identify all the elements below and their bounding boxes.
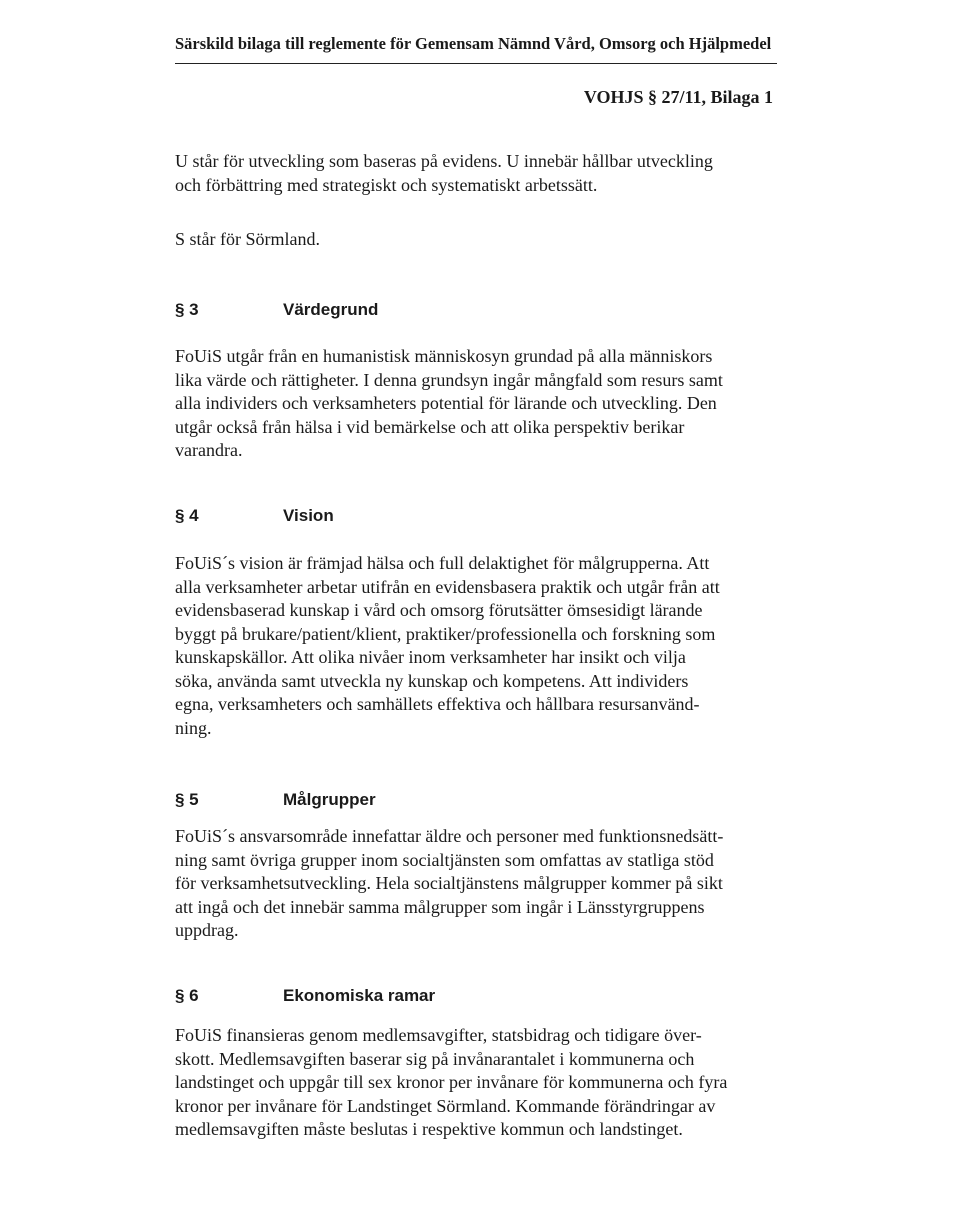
section-heading-ekonomiska-ramar: [175, 986, 435, 1006]
section-heading-malgrupper: [175, 790, 376, 810]
text-line: och förbättring med strategiskt och systematiskt arbetssätt.: [175, 174, 598, 195]
text-line: FoUiS´s ansvarsområde innefattar äldre och personer med funktionsnedsätt-: [175, 826, 724, 846]
text-line: söka, använda samt utveckla ny kunskap och kompetens. Att individers: [175, 670, 689, 691]
text-line: för verksamhetsutveckling. Hela socialtjänstens målgrupper kommer på sikt: [175, 873, 723, 893]
text-line: ning.: [175, 717, 212, 738]
text-line: utgår också från hälsa i vid bemärkelse och att olika perspektiv berikar: [175, 416, 685, 437]
section-number: § 6: [175, 986, 199, 1005]
section-body-ekonomiska-ramar: [175, 1024, 787, 1142]
intro-s-paragraph: [175, 228, 787, 252]
text-line: alla verksamheter arbetar utifrån en evidensbasera praktik och utgår från att: [175, 576, 720, 597]
text-line: varandra.: [175, 440, 243, 460]
text-line: egna, verksamheters och samhällets effektiva och hållbara resursanvänd-: [175, 694, 700, 714]
section-heading-vision: [175, 506, 334, 526]
section-number: § 5: [175, 790, 199, 809]
document-reference: VOHJS § 27/11, Bilaga 1: [583, 87, 773, 107]
text-line: alla individers och verksamheters potential för lärande och utveckling. Den: [175, 393, 717, 413]
text-line: FoUiS utgår från en humanistisk människosyn grundad på alla människors: [175, 346, 713, 366]
text-line: evidensbaserad kunskap i vård och omsorg förutsätter ömsesidigt lärande: [175, 600, 703, 620]
text-line: att ingå och det innebär samma målgrupper som ingår i Länsstyrgruppens: [175, 896, 705, 917]
section-body-vardegrund: [175, 345, 787, 463]
section-body-malgrupper: [175, 825, 787, 943]
text-line: kronor per invånare för Landstinget Sörmland. Kommande förändringar av: [175, 1095, 716, 1116]
text-line: landstinget och uppgår till sex kronor per invånare för kommunerna och fyra: [175, 1072, 728, 1092]
header-title: Särskild bilaga till reglemente för Gemensam Nämnd Vård, Omsorg och Hjälpmedel: [175, 34, 772, 53]
text-line: skott. Medlemsavgiften baserar sig på invånarantalet i kommunerna och: [175, 1048, 695, 1069]
text-line: byggt på brukare/patient/klient, praktiker/professionella och forskning som: [175, 623, 716, 644]
intro-u-paragraph: [175, 150, 787, 197]
text-line: kunskapskällor. Att olika nivåer inom verksamheter har insikt och vilja: [175, 647, 686, 667]
section-heading-vardegrund: [175, 300, 378, 320]
text-line: FoUiS´s vision är främjad hälsa och full delaktighet för målgrupperna. Att: [175, 553, 710, 573]
header-divider: [175, 63, 777, 64]
text-line: uppdrag.: [175, 920, 239, 940]
section-number: § 4: [175, 506, 199, 525]
text-line: FoUiS finansieras genom medlemsavgifter, statsbidrag och tidigare över-: [175, 1025, 702, 1045]
section-body-vision: [175, 552, 787, 740]
text-line: ning samt övriga grupper inom socialtjänsten som omfattas av statliga stöd: [175, 849, 714, 870]
text-line: U står för utveckling som baseras på evidens. U innebär hållbar utveckling: [175, 151, 713, 171]
section-title: Värdegrund: [283, 300, 379, 319]
text-line: lika värde och rättigheter. I denna grundsyn ingår mångfald som resurs samt: [175, 369, 723, 390]
text-line: S står för Sörmland.: [175, 229, 320, 249]
section-number: § 3: [175, 300, 199, 319]
text-line: medlemsavgiften måste beslutas i respektive kommun och landstinget.: [175, 1119, 683, 1139]
section-title: Målgrupper: [283, 790, 376, 809]
section-title: Ekonomiska ramar: [283, 986, 436, 1005]
section-title: Vision: [283, 506, 334, 525]
